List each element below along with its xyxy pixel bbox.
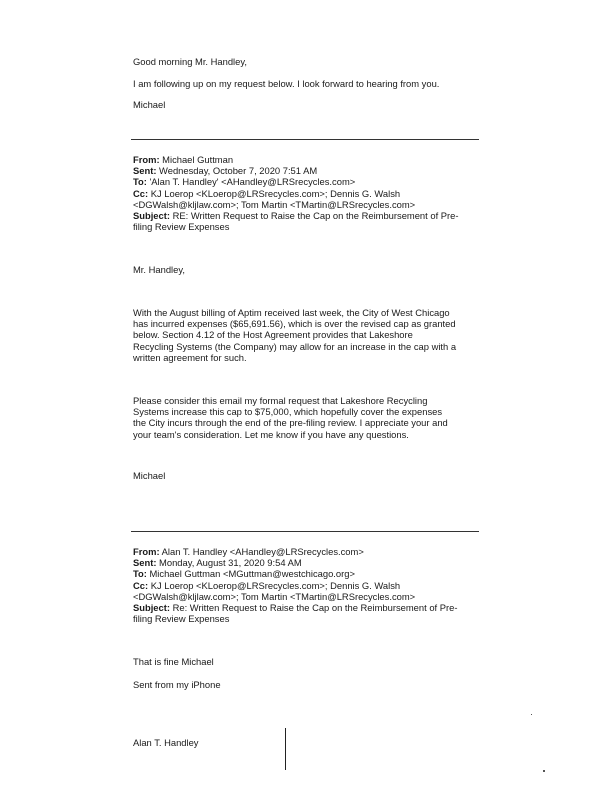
email1-salutation: [133, 264, 493, 275]
email2-to-label: To:: [133, 568, 147, 580]
email1-cc-label: Cc:: [133, 187, 149, 199]
email2-subject-row-cont: [133, 613, 493, 624]
email2-subject-row: [133, 602, 493, 613]
email1-to-label: To:: [133, 176, 147, 188]
email2-sent-from: [133, 679, 493, 690]
email1-subject-value-1: RE: Written Request to Raise the Cap on the Reimbursement of Pre-: [172, 210, 459, 222]
email1-paragraph-1: [133, 307, 493, 363]
email2-body-text: That is fine Michael: [133, 656, 214, 667]
email1-para1-line: With the August billing of Aptim received last week, the City of West Chicago: [133, 307, 450, 318]
email2-subject-value-2: filing Review Expenses: [133, 613, 230, 625]
email2-header: [133, 546, 493, 624]
scan-speck: [531, 714, 532, 715]
email1-sent-label: Sent:: [133, 165, 157, 177]
intro-signature-text: Michael: [133, 99, 166, 110]
email2-subject-label: Subject:: [133, 602, 170, 614]
intro-body-text: I am following up on my request below. I look forward to hearing from you.: [133, 78, 440, 89]
email2-to-row: [133, 568, 493, 579]
email1-para2-line: Please consider this email my formal request that Lakeshore Recycling: [133, 395, 428, 406]
email2-from-label: From:: [133, 546, 160, 557]
email1-signature-text: Michael: [133, 470, 166, 481]
email2-sent-from-text: Sent from my iPhone: [133, 679, 221, 690]
email2-body: [133, 656, 493, 667]
email1-para2-line: the City incurs through the end of the pre-filing review. I appreciate your and: [133, 417, 448, 429]
email1-cc-row-cont: [133, 199, 493, 210]
email2-signature: [133, 737, 493, 748]
email1-subject-value-2: filing Review Expenses: [133, 221, 230, 233]
email1-sent-value: Wednesday, October 7, 2020 7:51 AM: [159, 165, 318, 177]
email1-to-value: 'Alan T. Handley' <AHandley@LRSrecycles.com>: [149, 176, 356, 188]
email1-header: [133, 154, 493, 232]
intro-body: [133, 78, 493, 89]
email1-para1-line: written agreement for such.: [133, 351, 247, 363]
email2-cc-value-2: <DGWalsh@kljlaw.com>; Tom Martin <TMartin@LRSrecycles.com>: [133, 590, 416, 602]
email1-subject-label: Subject:: [133, 210, 170, 222]
email2-signature-name: Alan T. Handley: [133, 737, 199, 748]
email1-paragraph-2: [133, 395, 493, 440]
email2-cc-label: Cc:: [133, 579, 149, 591]
email2-cc-row-cont: [133, 591, 493, 602]
email2-from-value: Alan T. Handley <AHandley@LRSrecycles.com>: [161, 546, 364, 557]
intro-signature: [133, 99, 493, 110]
separator-line-1: [131, 139, 479, 140]
email1-cc-row: [133, 188, 493, 199]
scan-speck: [543, 770, 545, 772]
email1-from-value: Michael Guttman: [162, 154, 234, 165]
email2-subject-value-1: Re: Written Request to Raise the Cap on the Reimbursement of Pre-: [172, 602, 458, 614]
email2-cc-value-1: KJ Loerop <KLoerop@LRSrecycles.com>; Dennis G. Walsh: [150, 579, 401, 591]
separator-line-2: [131, 531, 479, 532]
email1-to-row: [133, 176, 493, 187]
email2-from-row: [133, 546, 493, 557]
email2-sent-row: [133, 557, 493, 568]
email1-from-row: [133, 154, 493, 165]
email1-para1-line: Recycling Systems (the Company) may allow for an increase in the cap with a: [133, 340, 457, 352]
email2-sent-label: Sent:: [133, 557, 157, 569]
email1-cc-value-2: <DGWalsh@kljlaw.com>; Tom Martin <TMartin@LRSrecycles.com>: [133, 198, 416, 210]
greeting-text: Good morning Mr. Handley,: [133, 56, 247, 67]
email1-para1-line: below. Section 4.12 of the Host Agreement provides that Lakeshore: [133, 329, 413, 341]
vertical-mark: [285, 728, 286, 770]
email1-cc-value-1: KJ Loerop <KLoerop@LRSrecycles.com>; Dennis G. Walsh: [150, 187, 401, 199]
email1-para2-line: your team's consideration. Let me know if you have any questions.: [133, 428, 409, 440]
email2-to-value: Michael Guttman <MGuttman@westchicago.org>: [149, 568, 355, 580]
email1-from-label: From:: [133, 154, 160, 165]
email2-sent-value: Monday, August 31, 2020 9:54 AM: [159, 557, 302, 569]
email1-signature: [133, 470, 493, 481]
email1-sent-row: [133, 165, 493, 176]
intro-greeting: [133, 56, 493, 67]
email1-subject-row: [133, 210, 493, 221]
email1-para2-line: Systems increase this cap to $75,000, which hopefully cover the expenses: [133, 406, 443, 418]
email1-subject-row-cont: [133, 221, 493, 232]
email2-cc-row: [133, 580, 493, 591]
email1-salutation-text: Mr. Handley,: [133, 264, 185, 275]
email1-para1-line: has incurred expenses ($65,691.56), which is over the revised cap as granted: [133, 318, 456, 330]
